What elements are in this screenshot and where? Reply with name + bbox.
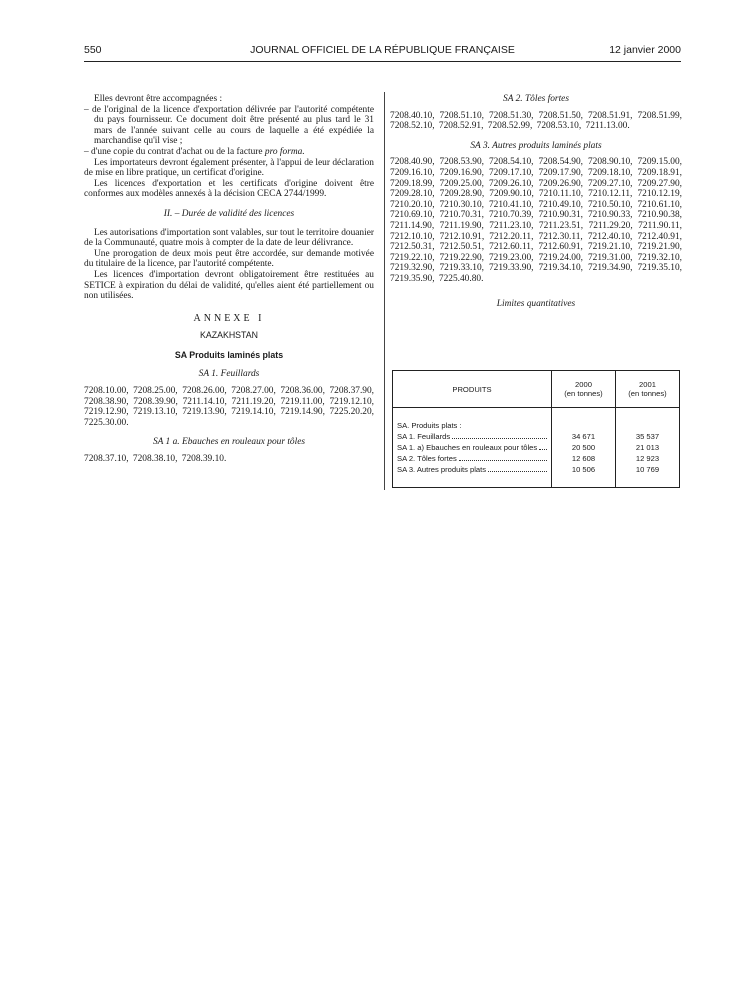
sa-heading: SA Produits laminés plats [174,349,284,360]
row-label: SA 3. Autres produits plats [397,465,487,474]
leader-dots [488,464,547,472]
sa2-heading: SA 2. Tôles fortes [503,94,569,104]
table-row [393,442,680,453]
row-label: SA 2. Tôles fortes [397,454,457,463]
page-number: 550 [84,44,102,56]
page-header [84,44,681,60]
list-item-contract-copy [84,147,374,158]
sa1a-codes: 7208.37.10, 7208.38.10, 7208.39.10. [84,454,227,465]
value-2001: 10 769 [616,464,680,475]
row-label: SA 1. a) Ebauches en rouleaux pour tôles [397,443,538,452]
leader-dots [459,453,547,461]
sa2-codes: 7208.40.10, 7208.51.10, 7208.51.30, 7208.51.50, 7208.51.91, 7208.51.99, 7208.52.10, 7208.52.91, 7208.52.99, 7208.53.10, 7211.13.00. [390,110,682,132]
left-column [84,94,374,465]
annexe-title: ANNEXE I [193,312,265,324]
column-header-2001 [616,371,680,408]
value-2000: 34 671 [552,431,616,442]
value-2000: 20 500 [552,442,616,453]
quota-table [392,370,680,488]
sa1-codes: 7208.10.00, 7208.25.00, 7208.26.00, 7208.27.00, 7208.36.00, 7208.37.90, 7208.38.90, 7208.39.90, 7211.14.10, 7211.19.20, 7219.11.00, 7219.12.10, 7219.12.90, 7219.13.10, 7219.13.90, 7219.14.10, 7219.14.90, 7225.20.20, 7225.30.00. [84,386,374,428]
table-row [393,453,680,464]
sa3-heading: SA 3. Autres produits laminés plats [470,140,602,151]
value-2001: 35 537 [616,431,680,442]
column-header-2000 [552,371,616,408]
pro-forma-text: pro forma. [264,146,305,157]
header-rule [84,61,681,62]
table-row [393,431,680,442]
group-label: SA. Produits plats : [393,420,552,431]
list-item-export-licence: – de l'original de la licence d'exportation délivrée par l'autorité compétente du pays fournisseur. Ce document doit être présenté au plus tard le 31 mars de l'année suivant celle au cours de laquelle a été expédiée la marchandise qu'il vise ; [84,104,374,147]
column-header-products: PRODUITS [393,371,552,408]
leader-dots [452,431,547,439]
paragraph-restitution: Les licences d'importation devront obligatoirement être restituées au SETICE à expiration du délai de validité, qu'elles aient été partiellement ou non utilisées. [84,269,374,302]
list-item-contract-text: – d'une copie du contrat d'achat ou de la facture [84,146,265,157]
leader-dots [539,442,547,450]
limits-title: Limites quantitatives [496,298,576,309]
paragraph-certificate-origin: Les importateurs devront également présenter, à l'appui de leur déclaration de mise en libre pratique, un certificat d'origine. [84,157,374,179]
table-row [393,464,680,475]
paragraph-extension: Une prorogation de deux mois peut être accordée, sur demande motivée du titulaire de la licence, par l'autorité compétente. [84,248,374,270]
value-2000: 12 608 [552,453,616,464]
paragraph-models: Les licences d'exportation et les certificats d'origine doivent être conformes aux modèles annexés à la décision CECA 2744/1999. [84,178,374,200]
row-label: SA 1. Feuillards [397,432,451,441]
journal-title: JOURNAL OFFICIEL DE LA RÉPUBLIQUE FRANÇAISE [250,44,515,56]
section-title-validity: II. – Durée de validité des licences [163,208,295,219]
column-divider [384,92,385,490]
value-2001: 21 013 [616,442,680,453]
unit-2001: (en tonnes) [628,389,667,398]
unit-2000: (en tonnes) [564,389,603,398]
intro-text: Elles devront être accompagnées : [94,94,223,104]
paragraph-validity: Les autorisations d'importation sont valables, sur tout le territoire douanier de la Communauté, quatre mois à compter de la date de leur délivrance. [84,227,374,249]
right-column [390,94,682,309]
value-2001: 12 923 [616,453,680,464]
year-2001: 2001 [639,380,656,389]
sa1-heading: SA 1. Feuillards [198,369,260,380]
year-2000: 2000 [575,380,592,389]
sa1a-heading: SA 1 a. Ebauches en rouleaux pour tôles [152,437,306,448]
value-2000: 10 506 [552,464,616,475]
issue-date: 12 janvier 2000 [609,44,681,56]
country-name: KAZAKHSTAN [199,330,258,341]
sa3-codes: 7208.40.90, 7208.53.90, 7208.54.10, 7208.54.90, 7208.90.10, 7209.15.00, 7209.16.10, 7209.16.90, 7209.17.10, 7209.17.90, 7209.18.10, 7209.18.91, 7209.18.99, 7209.25.00, 7209.26.10, 7209.26.90, 7209.27.10, 7209.27.90, 7209.28.10, 7209.28.90, 7209.90.10, 7210.11.10, 7210.12.11, 7210.12.19, 7210.20.10, 7210.30.10, 7210.41.10, 7210.49.10, 7210.50.10, 7210.61.10, 7210.69.10, 7210.70.31, 7210.70.39, 7210.90.31, 7210.90.33, 7210.90.38, 7211.14.90, 7211.19.90, 7211.23.10, 7211.23.51, 7211.29.20, 7211.90.11, 7212.10.10, 7212.10.91, 7212.20.11, 7212.30.11, 7212.40.10, 7212.40.91, 7212.50.31, 7212.50.51, 7212.60.11, 7212.60.91, 7219.21.10, 7219.21.90, 7219.22.10, 7219.22.90, 7219.23.00, 7219.24.00, 7219.31.00, 7219.32.10, 7219.32.90, 7219.33.10, 7219.33.90, 7219.34.10, 7219.34.90, 7219.35.10, 7219.35.90, 7225.40.80. [390,157,682,284]
